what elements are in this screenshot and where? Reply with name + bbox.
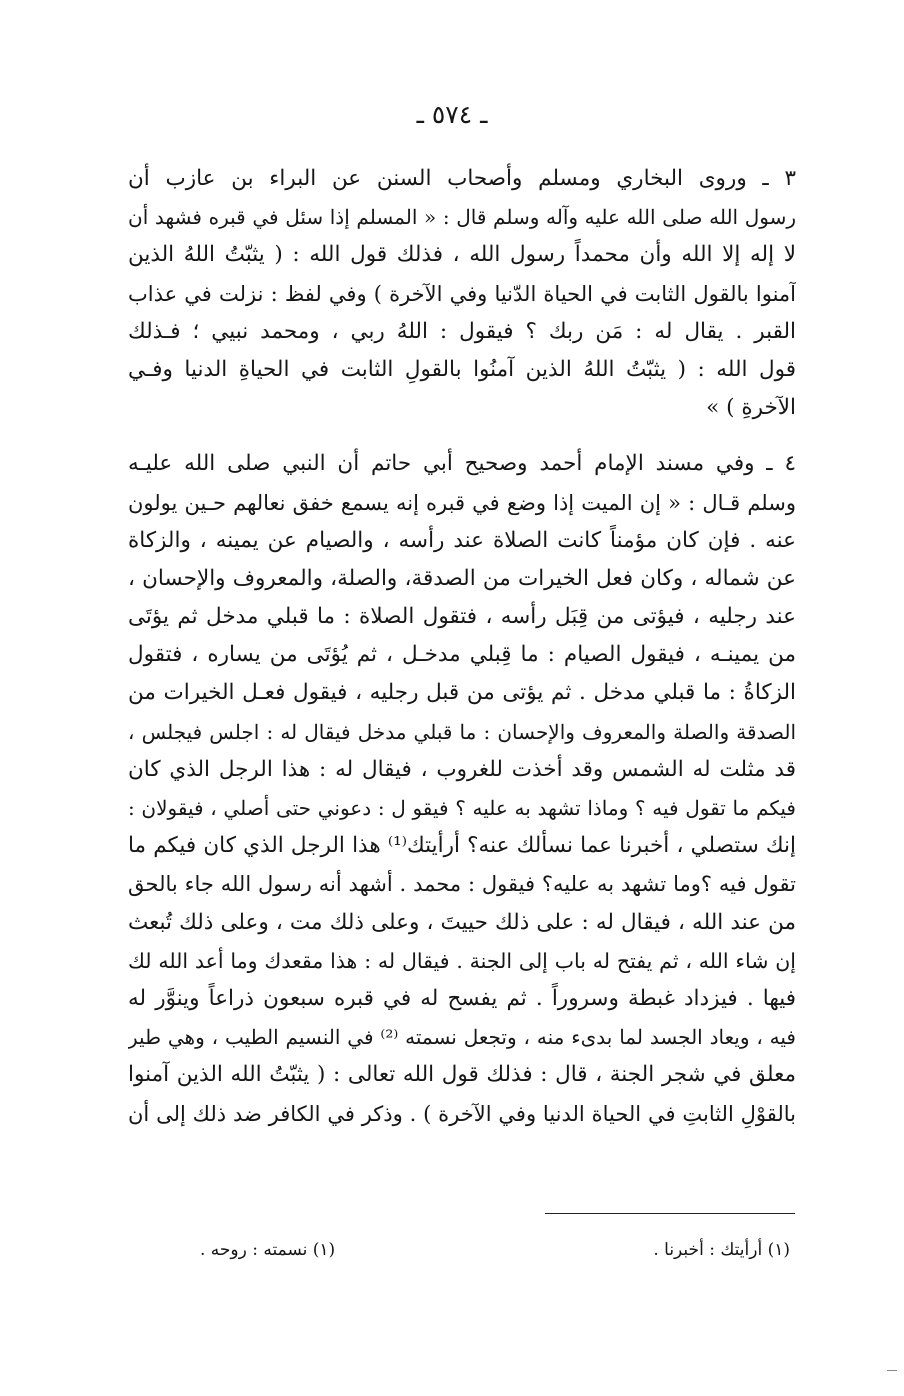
text-line: لا إله إلا الله وأن محمداً رسول الله ، فذلك قول الله : ( يثبّتُ اللهُ الذين (128, 242, 796, 268)
main-text (128, 160, 796, 1133)
footnote-2: (١) نسمته : روحه . (200, 1240, 336, 1260)
paragraph-3 (128, 160, 796, 427)
paragraph-4 (128, 445, 796, 1132)
text-line: وسلم قـال : « إن الميت إذا وضع في قبره إنه يسمع خفق نعالهم حـين يولون (128, 490, 796, 515)
text-line: الزكاةُ : ما قبلي مدخل . ثم يؤتى من قبل رجليه ، فيقول فعـل الخيرات من (128, 680, 796, 706)
text-line: فيكم ما تقول فيه ؟ وماذا تشهد به عليه ؟ فيقو ل : دعوني حتى أصلي ، فيقولان : (128, 796, 796, 820)
footnotes (200, 1238, 790, 1262)
text-line: بالقوْلِ الثابتِ في الحياة الدنيا وفي الآخرة ) . وذكر في الكافر ضد ذلك إلى أن (128, 1101, 796, 1126)
text-line: إن شاء الله ، ثم يفتح له باب إلى الجنة . فيقال له : هذا مقعدك وما أعد الله لك (128, 948, 796, 973)
text-line: فيها . فيزداد غبطة وسروراً . ثم يفسح له في قبره سبعون ذراعاً وينوَّر له (128, 985, 796, 1011)
footnote-separator (545, 1213, 795, 1214)
text-line: القبر . يقال له : مَن ربك ؟ فيقول : اللهُ ربي ، ومحمد نبيي ؛ فـذلك (128, 318, 796, 344)
text-line: الصدقة والصلة والمعروف والإحسان : ما قبلي مدخل فيقال له : اجلس فيجلس ، (128, 719, 796, 744)
text-line: ٤ ـ وفي مسند الإمام أحمد وصحيح أبي حاتم أن النبي صلى الله عليـه (128, 451, 796, 477)
text-line: قد مثلت له الشمس وقد أخذت للغروب ، فيقال له : هذا الرجل الذي كان (128, 756, 796, 782)
text-line: تقول فيه ؟وما تشهد به عليه؟ فيقول : محمد . أشهد أنه رسول الله جاء بالحق (128, 872, 796, 897)
text-line: عنه . فإن كان مؤمناً كانت الصلاة عند رأسه ، والصيام عن يمينه ، والزكاة (128, 527, 796, 553)
text-line: من عند الله ، فيقال له : على ذلك حييتَ ، وعلى ذلك مت ، وعلى ذلك تُبعث (128, 909, 796, 935)
text-line: ٣ ـ وروى البخاري ومسلم وأصحاب السنن عن البراء بن عازب أن (128, 166, 796, 191)
text-line: قول الله : ( يثبّتُ اللهُ الذين آمنُوا بالقولِ الثابت في الحياةِ الدنيا وفـي (128, 356, 796, 382)
text-line: عند رجليه ، فيؤتى من قِبَل رأسه ، فتقول الصلاة : ما قبلي مدخل ثم يؤتَى (128, 604, 796, 630)
text-line: عن شماله ، وكان فعل الخيرات من الصدقة، والصلة، والمعروف والإحسان ، (128, 565, 796, 591)
text-line: فيه ، ويعاد الجسد لما بدىء منه ، وتجعل نسمته ⁽²⁾ في النسيم الطيب ، وهي طير (128, 1025, 796, 1050)
scan-edge-mark (887, 1370, 897, 1371)
paragraph-spacer (128, 427, 796, 445)
text-line: معلق في شجر الجنة ، قال : فذلك قول الله تعالى : ( يثبّتُ الله الذين آمنوا (128, 1062, 796, 1088)
text-line: آمنوا بالقول الثابت في الحياة الدّنيا وفي الآخرة ) وفي لفظ : نزلت في عذاب (128, 281, 796, 306)
page-number: ـ ٥٧٤ ـ (416, 100, 488, 129)
text-line: الآخرةِ ) » (706, 395, 796, 421)
footnote-1: (١) أرأيتك : أخبرنا . (653, 1240, 790, 1260)
text-line: إنك ستصلي ، أخبرنا عما نسألك عنه؟ أرأيتك⁽¹⁾ هذا الرجل الذي كان فيكم ما (128, 833, 796, 859)
text-line: رسول الله صلى الله عليه وآله وسلم قال : « المسلم إذا سئل في قبره فشهد أن (128, 205, 796, 230)
text-line: من يمينـه ، فيقول الصيام : ما قِبلي مدخـل ، ثم يُؤتَى من يساره ، فتقول (128, 642, 796, 668)
